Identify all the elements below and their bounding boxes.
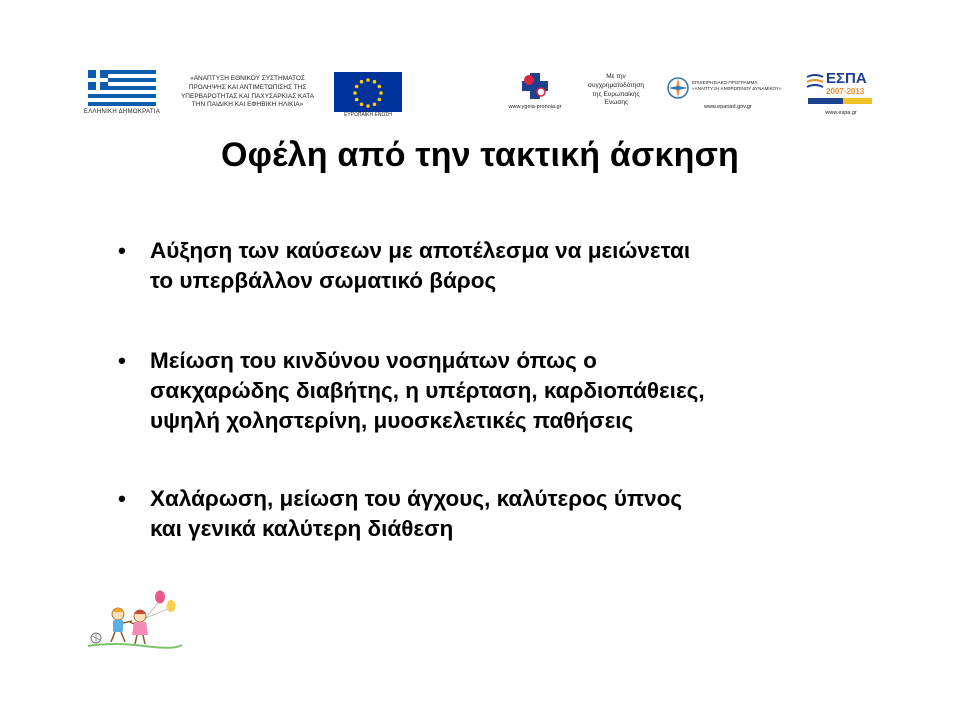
bullet-line: Μείωση του κινδύνου νοσημάτων όπως ο [150, 348, 597, 373]
bullet-item [118, 484, 878, 544]
espa-swoosh-icon [806, 72, 824, 90]
bullet-marker: • [118, 486, 126, 511]
bullet-line: Αύξηση των καύσεων με αποτέλεσμα να μειώνεται [150, 238, 691, 263]
bullet-item [118, 346, 878, 436]
cofunding-line: Ένωσης [603, 99, 629, 107]
program-title-line: ΠΡΟΛΗΨΗΣ ΚΑΙ ΑΝΤΙΜΕΤΩΠΙΣΗΣ ΤΗΣ [188, 83, 307, 91]
eu-flag-icon [334, 72, 402, 112]
espa-url: www.espa.gr [825, 110, 857, 116]
operational-program-line: «ΑΝΑΠΤΥΞΗ ΑΝΘΡΩΠΙΝΟΥ ΔΥΝΑΜΙΚΟΥ» [692, 86, 782, 92]
espa-stripe [808, 98, 872, 104]
logo-banner [0, 0, 960, 125]
bullet-line: σακχαρώδης διαβήτης, η υπέρταση, καρδιοπάθειες, [150, 378, 705, 403]
bullet-item [118, 236, 878, 296]
cofunding-text [576, 73, 656, 108]
greek-flag-caption: ΕΛΛΗΝΙΚΗ ΔΗΜΟΚΡΑΤΙΑ [83, 109, 161, 115]
espa-wordmark: ΕΣΠΑ [826, 70, 867, 87]
operational-program-url: www.epanad.gov.gr [704, 104, 752, 110]
program-title-line: «ΑΝΑΠΤΥΞΗ ΕΘΝΙΚΟΥ ΣΥΣΤΗΜΑΤΟΣ [190, 75, 305, 82]
operational-program-compass-icon [666, 76, 690, 100]
eu-flag-caption: ΕΥΡΩΠΑΪΚΗ ΕΝΩΣΗ [344, 112, 392, 118]
operational-program-title [692, 80, 810, 93]
children-with-balloons-icon [84, 588, 184, 650]
ministry-url: www.ygeia-pronoia.gr [508, 104, 562, 110]
program-title-line: ΤΗΝ ΠΑΙΔΙΚΗ ΚΑΙ ΕΦΗΒΙΚΗ ΗΛΙΚΙΑ» [191, 101, 304, 109]
greek-flag-icon [88, 70, 156, 110]
cofunding-line: της Ευρωπαϊκής [592, 90, 640, 98]
bullet-list [118, 236, 878, 544]
bullet-line: υψηλή χοληστερίνη, μυοσκελετικές παθήσεις [150, 408, 634, 433]
bullet-line: Χαλάρωση, μείωση του άγχους, καλύτερος ύπνος [150, 486, 683, 511]
bullet-marker: • [118, 238, 126, 263]
ministry-cross-icon [520, 72, 550, 102]
espa-years: 2007-2013 [826, 87, 865, 96]
program-title [170, 75, 325, 110]
slide-title: Οφέλη από την τακτική άσκηση [220, 136, 740, 174]
espa-logo-icon [806, 70, 874, 110]
cofunding-line: συγχρηματοδότηση [587, 81, 645, 89]
cofunding-line: Με την [606, 73, 626, 80]
bullet-marker: • [118, 348, 126, 373]
program-title-line: ΥΠΕΡΒΑΡΟΤΗΤΑΣ ΚΑΙ ΠΑΧΥΣΑΡΚΙΑΣ ΚΑΤΑ [180, 92, 315, 100]
bullet-line: και γενικά καλύτερη διάθεση [150, 516, 454, 541]
bullet-line: το υπερβάλλον σωματικό βάρος [150, 268, 497, 293]
operational-program-line: ΕΠΙΧΕΙΡΗΣΙΑΚΟ ΠΡΟΓΡΑΜΜΑ [692, 80, 758, 85]
